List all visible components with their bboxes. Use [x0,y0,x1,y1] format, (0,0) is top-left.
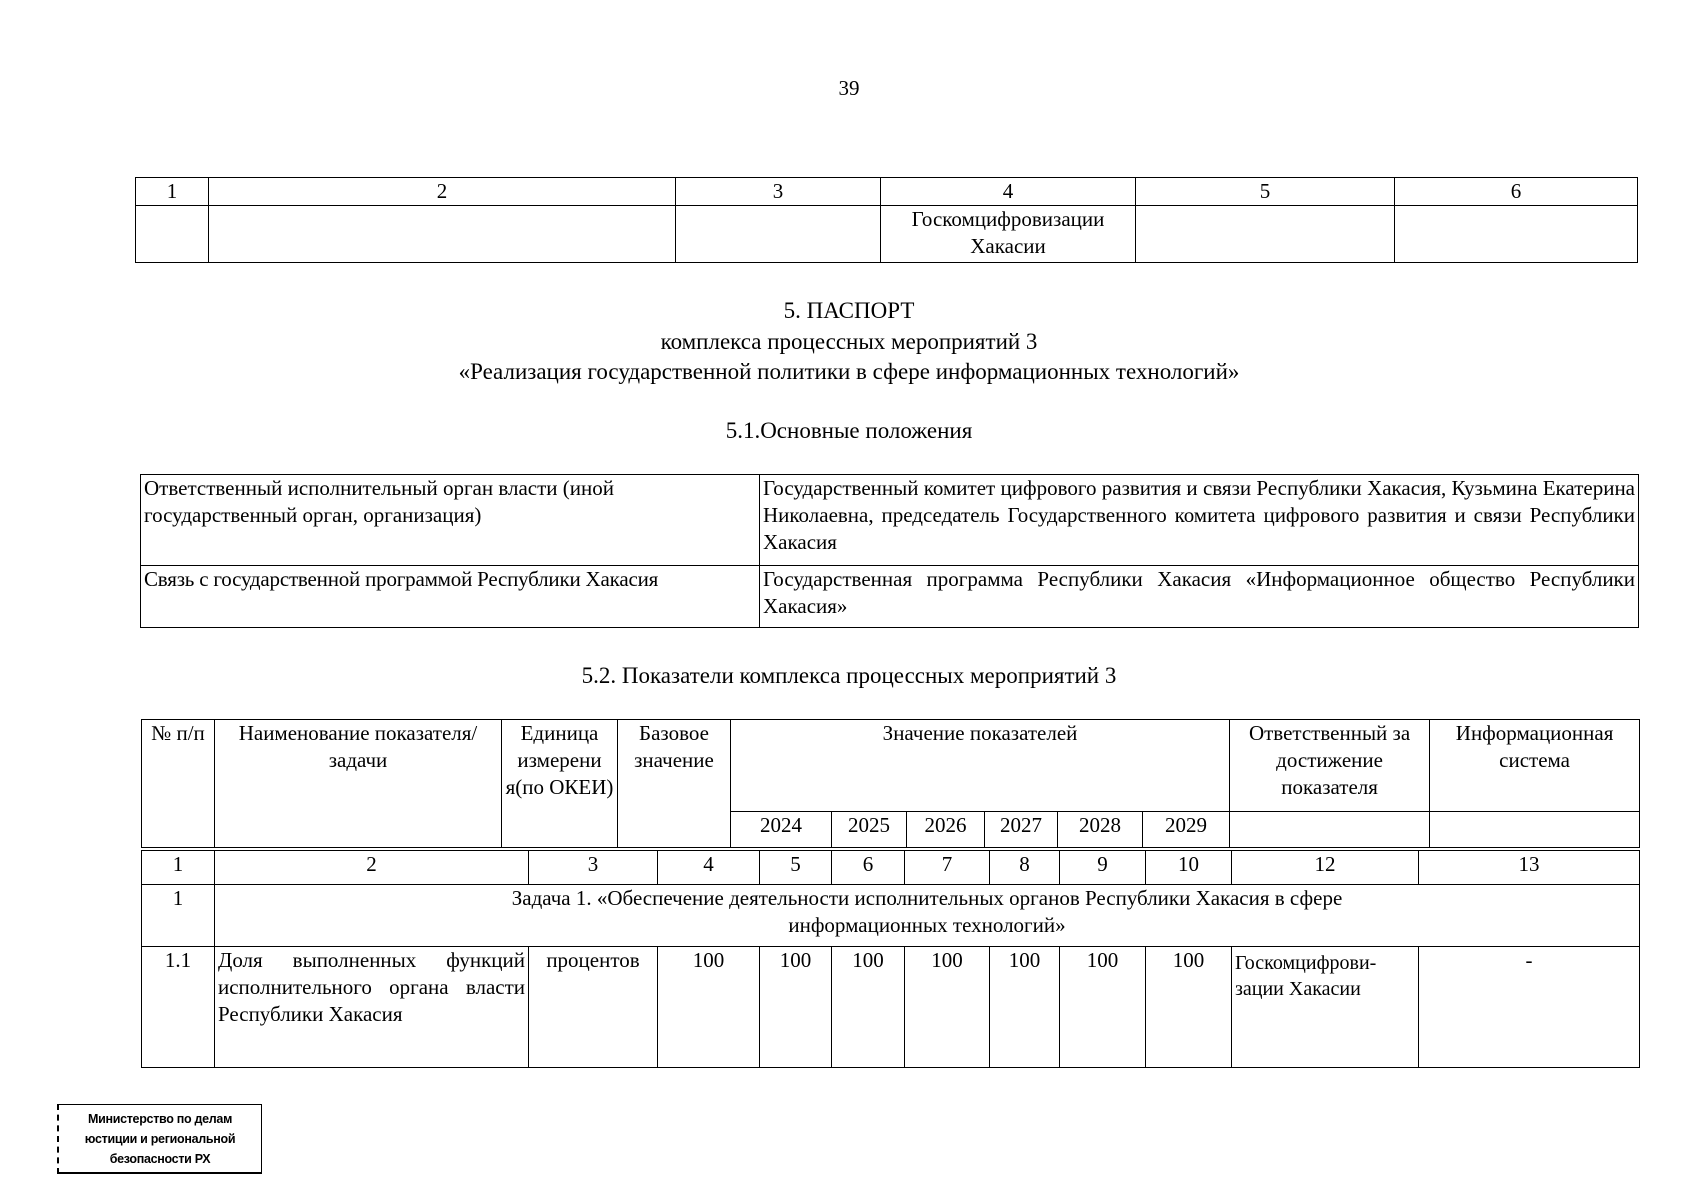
indicator-num: 1.1 [142,947,215,1068]
stamp-line: юстиции и региональной [84,1132,236,1146]
col-number: 1 [142,851,215,885]
provision-label: Ответственный исполнительный орган власти (иной государственный орган, организация) [141,475,760,566]
header-system: Информационная система [1430,720,1640,812]
col-number: 8 [990,851,1060,885]
indicator-value: 100 [832,947,905,1068]
indicator-unit: процентов [529,947,658,1068]
stamp-line: безопасности РХ [109,1152,211,1166]
subsection-title: 5.2. Показатели комплекса процессных мероприятий 3 [581,663,1117,688]
col-number: 9 [1060,851,1146,885]
col-number: 5 [760,851,832,885]
col-number: 7 [905,851,990,885]
year-cell: 2024 [731,812,832,848]
stamp-line: Министерство по делам [87,1112,233,1126]
header-base: Базовое значение [618,720,731,848]
col-number: 4 [658,851,760,885]
col-number: 6 [832,851,905,885]
page-number: 39 [838,76,860,100]
col-number: 13 [1419,851,1640,885]
table-cell [209,206,676,263]
table-cell [1430,812,1640,848]
section-title: 5. ПАСПОРТ [783,298,915,323]
col-number: 2 [215,851,529,885]
provision-label: Связь с государственной программой Республики Хакасия [141,566,760,628]
responsible-cell: Госкомцифровизации Хакасии [881,206,1136,263]
indicator-value: 100 [1146,947,1232,1068]
col-number: 1 [136,178,209,206]
col-number: 6 [1395,178,1638,206]
col-number: 4 [881,178,1136,206]
registration-stamp [57,1104,262,1174]
section-subtitle: комплекса процессных мероприятий 3 [660,329,1038,354]
table-cell [1395,206,1638,263]
header-unit: Единица измерени я(по ОКЕИ) [502,720,618,848]
table-cell [676,206,881,263]
year-cell: 2025 [832,812,907,848]
indicator-value: 100 [760,947,832,1068]
col-number: 5 [1136,178,1395,206]
provision-value: Государственная программа Республики Хакасия «Информационное общество Республики Хакасия» [760,566,1639,628]
year-cell: 2026 [907,812,985,848]
table-cell [1136,206,1395,263]
table-cell [1230,812,1430,848]
section-subtitle: «Реализация государственной политики в сфере информационных технологий» [458,359,1240,384]
indicator-value: 100 [905,947,990,1068]
header-name: Наименование показателя/ задачи [215,720,502,848]
indicators-body-table [141,850,1640,1068]
top-continuation-table [135,177,1638,263]
table-cell [136,206,209,263]
task-text: Задача 1. «Обеспечение деятельности исполнительных органов Республики Хакасия в сфере информационных технологий» [215,885,1640,947]
indicator-value: 100 [1060,947,1146,1068]
col-number: 3 [529,851,658,885]
year-cell: 2028 [1058,812,1143,848]
indicators-header-table [141,719,1640,848]
header-responsible: Ответственный за достижение показателя [1230,720,1430,812]
header-values: Значение показателей [731,720,1230,812]
year-cell: 2029 [1143,812,1230,848]
indicator-system: - [1419,947,1640,1068]
indicator-base: 100 [658,947,760,1068]
task-num: 1 [142,885,215,947]
indicator-responsible: Госкомцифрови-зации Хакасии [1232,947,1419,1068]
col-number: 10 [1146,851,1232,885]
col-number: 3 [676,178,881,206]
year-cell: 2027 [985,812,1058,848]
header-num: № п/п [142,720,215,848]
col-number: 12 [1232,851,1419,885]
provision-value: Государственный комитет цифрового развития и связи Республики Хакасия, Кузьмина Екатерина Николаевна, председатель Государственного комитета цифрового развития и связи Республики Хакасия [760,475,1639,566]
indicator-name: Доля выполненных функций исполнительного органа власти Республики Хакасия [215,947,529,1068]
indicator-value: 100 [990,947,1060,1068]
subsection-title: 5.1.Основные положения [725,418,973,443]
main-provisions-table [140,474,1639,628]
col-number: 2 [209,178,676,206]
